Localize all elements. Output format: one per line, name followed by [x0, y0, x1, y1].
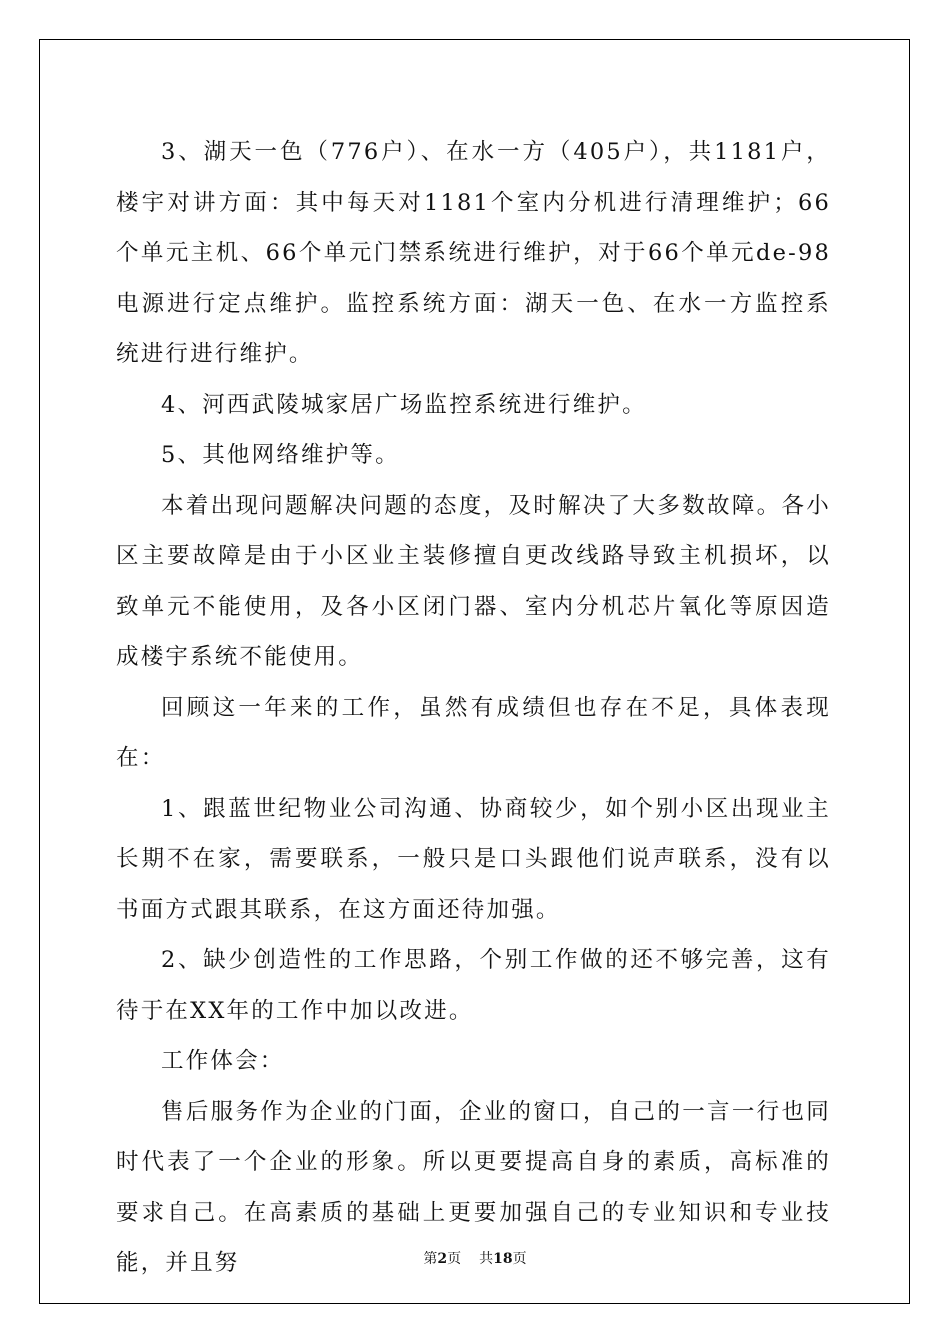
- paragraph-8: 工作体会：: [161, 1048, 285, 1074]
- paragraph-3: 5、其他网络维护等。: [161, 442, 400, 468]
- paragraph-7: 2、缺少创造性的工作思路，个别工作做的还不够完善，这有待于在XX年的工作中加以改进。: [116, 947, 831, 1024]
- page-unit: 页: [447, 1251, 462, 1267]
- page-footer: [0, 1248, 950, 1268]
- page-prefix: 第: [423, 1251, 438, 1267]
- paragraph-2: 4、河西武陵城家居广场监控系统进行维护。: [161, 391, 647, 418]
- paragraph-4: 本着出现问题解决问题的态度，及时解决了大多数故障。各小区主要故障是由于小区业主装修擅自更改线路导致主机损坏，以致单元不能使用，及各小区闭门器、室内分机芯片氧化等原因造成楼宇系统不能使用。: [116, 492, 831, 670]
- paragraph-1: 3、湖天一色（776户）、在水一方（405户），共1181户，楼宇对讲方面：其中每天对1181个室内分机进行清理维护；66个单元主机、66个单元门禁系统进行维护，对于66个单元de-98电源进行定点维护。监控系统方面：湖天一色、在水一方监控系统进行进行维护。: [116, 139, 831, 367]
- total-unit: 页: [512, 1251, 527, 1267]
- page-total: 18: [493, 1251, 513, 1267]
- total-prefix: 共: [479, 1251, 494, 1267]
- paragraph-6: 1、跟蓝世纪物业公司沟通、协商较少，如个别小区出现业主长期不在家，需要联系，一般只是口头跟他们说声联系，没有以书面方式跟其联系，在这方面还待加强。: [116, 795, 831, 923]
- paragraph-5: 回顾这一年来的工作，虽然有成绩但也存在不足，具体表现在：: [116, 694, 831, 771]
- paragraph-9: 售后服务作为企业的门面，企业的窗口，自己的一言一行也同时代表了一个企业的形象。所以更要提高自身的素质，高标准的要求自己。在高素质的基础上更要加强自己的专业知识和专业技能，并且努: [116, 1098, 831, 1276]
- document-body: [116, 127, 831, 1289]
- page-current: 2: [437, 1251, 448, 1267]
